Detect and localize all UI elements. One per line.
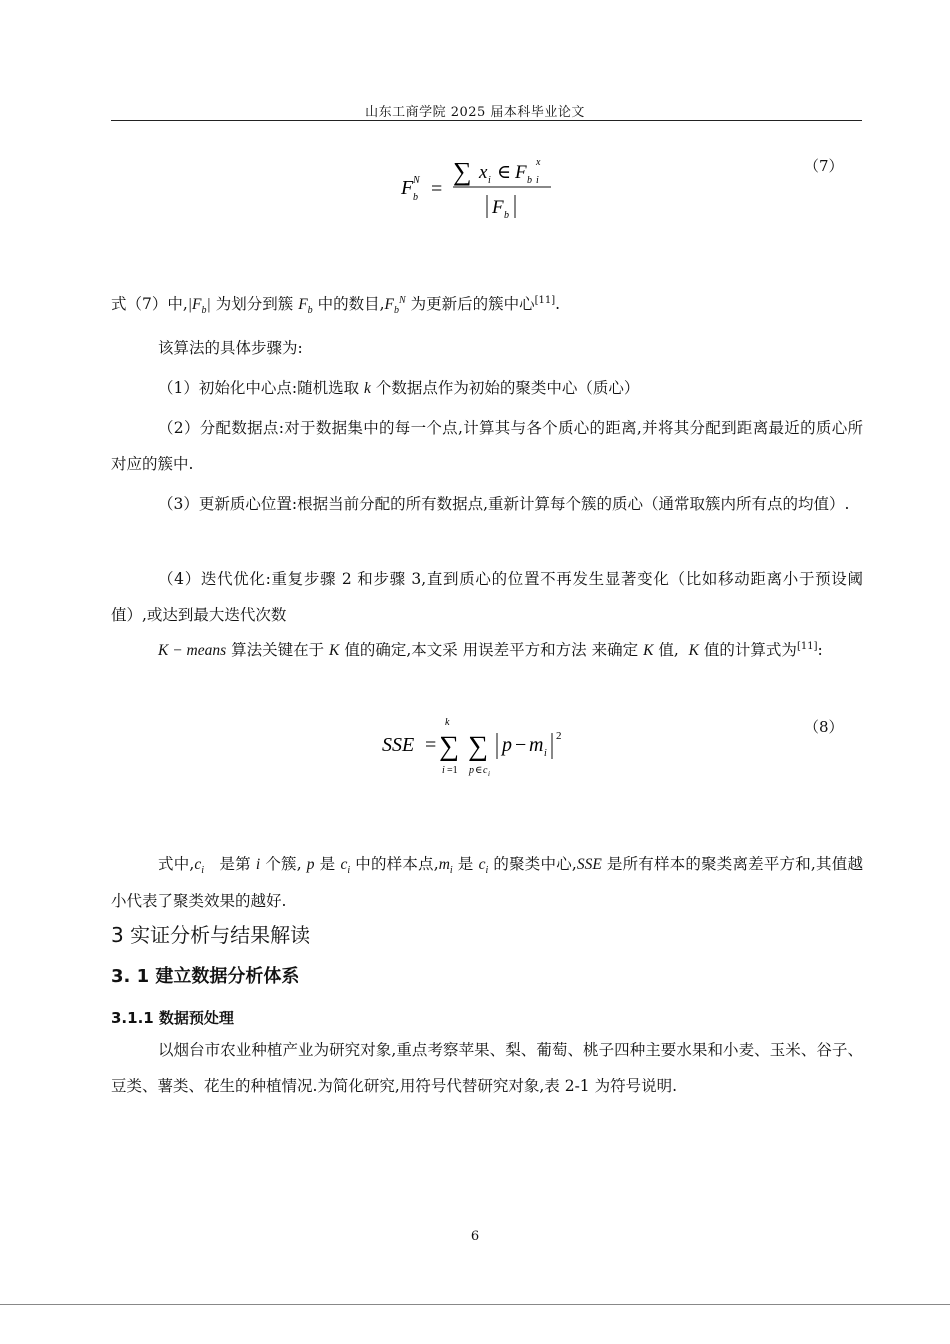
header-rule	[111, 120, 862, 121]
equation-7-number: （7）	[804, 157, 844, 175]
steps-intro: 该算法的具体步骤为:	[158, 339, 303, 357]
svg-text:∈: ∈	[475, 765, 483, 776]
svg-text:i: i	[544, 748, 547, 759]
svg-text:i: i	[488, 770, 490, 778]
math-fbn: $F_b^N$	[384, 294, 406, 317]
math-k-means: K − means	[158, 642, 227, 659]
svg-text:∑: ∑	[439, 731, 459, 762]
svg-text:N: N	[413, 175, 420, 186]
svg-text:=: =	[431, 178, 443, 200]
section-heading-3-1-1: 3.1.1 数据预处理	[111, 1009, 234, 1027]
data-preprocessing-paragraph: 以烟台市农业种植产业为研究对象,重点考察苹果、梨、葡萄、桃子四种主要水果和小麦、玉米、谷子、豆类、薯类、花生的种植情况.为简化研究,用符号代替研究对象,表 2-1 为符号说明.	[111, 1041, 863, 1095]
svg-text:−: −	[515, 734, 527, 756]
svg-text:=1: =1	[447, 765, 458, 776]
svg-text:p: p	[469, 765, 474, 776]
citation: [11]	[796, 640, 818, 652]
svg-text:∑: ∑	[468, 731, 488, 762]
citation: [11]	[534, 294, 556, 306]
svg-text:p: p	[502, 734, 512, 756]
page-number: 6	[470, 1229, 480, 1244]
svg-text:i: i	[488, 175, 491, 186]
equation-7-explanation: 式（7）中$,|F_b|$ 为划分到簇 $F_b$ 中的数目$,F_b^N$ 为更新后的簇中心[11].	[111, 294, 561, 317]
svg-text:∑: ∑	[453, 157, 472, 186]
math-k: k	[364, 380, 371, 397]
svg-text:i: i	[536, 175, 539, 186]
svg-text:=: =	[425, 734, 437, 756]
equation-8	[378, 715, 588, 785]
svg-text:F: F	[401, 177, 414, 199]
svg-text:b: b	[527, 175, 532, 186]
svg-text:k: k	[445, 717, 450, 728]
svg-text:x: x	[479, 162, 488, 183]
svg-text:2: 2	[556, 730, 562, 742]
kmeans-paragraph: K − means 算法关键在于 K 值的确定,本文采 用误差平方和方法 来确定 K 值, K 值的计算式为[11]:	[158, 640, 823, 659]
svg-text:b: b	[504, 210, 509, 221]
svg-text:F: F	[492, 197, 504, 218]
section-heading-3: 3 实证分析与结果解读	[111, 923, 311, 947]
step-3: （3）更新质心位置:根据当前分配的所有数据点,重新计算每个簇的质心（通常取簇内所有点的均值）.	[158, 495, 850, 513]
running-header: 山东工商学院 2025 届本科毕业论文	[365, 105, 585, 120]
section-heading-3-1: 3. 1 建立数据分析体系	[111, 966, 300, 987]
svg-text:F: F	[515, 162, 527, 183]
svg-text:∈: ∈	[497, 162, 512, 183]
equation-8-explanation: 式中$,c_i$ 是第 i 个簇, p 是 $c_i$ 中的样本点$,m_i$ 是 $c_i$ 的聚类中心,SSE 是所有样本的聚类离差平方和,其值越小代表了聚类效果的越好.	[111, 855, 863, 910]
equation-7	[395, 150, 595, 225]
svg-text:SSE: SSE	[382, 734, 415, 756]
svg-text:c: c	[483, 765, 488, 776]
svg-text:i: i	[442, 765, 445, 776]
svg-text:b: b	[413, 192, 418, 203]
svg-text:x: x	[536, 157, 541, 168]
step-1: （1）初始化中心点:随机选取 k 个数据点作为初始的聚类中心（质心）	[158, 379, 640, 397]
equation-8-number: （8）	[804, 718, 844, 736]
bottom-rule	[0, 1304, 950, 1305]
step-4: （4）迭代优化:重复步骤 2 和步骤 3,直到质心的位置不再发生显著变化（比如移动距离小于预设阈值）,或达到最大迭代次数	[111, 570, 863, 624]
step-2: （2）分配数据点:对于数据集中的每一个点,计算其与各个质心的距离,并将其分配到距离最近的质心所对应的簇中.	[111, 419, 863, 473]
math-fb: $F_b$	[298, 296, 313, 317]
math-abs-fb: $|F_b|$	[187, 296, 211, 317]
svg-text:m: m	[529, 734, 544, 756]
